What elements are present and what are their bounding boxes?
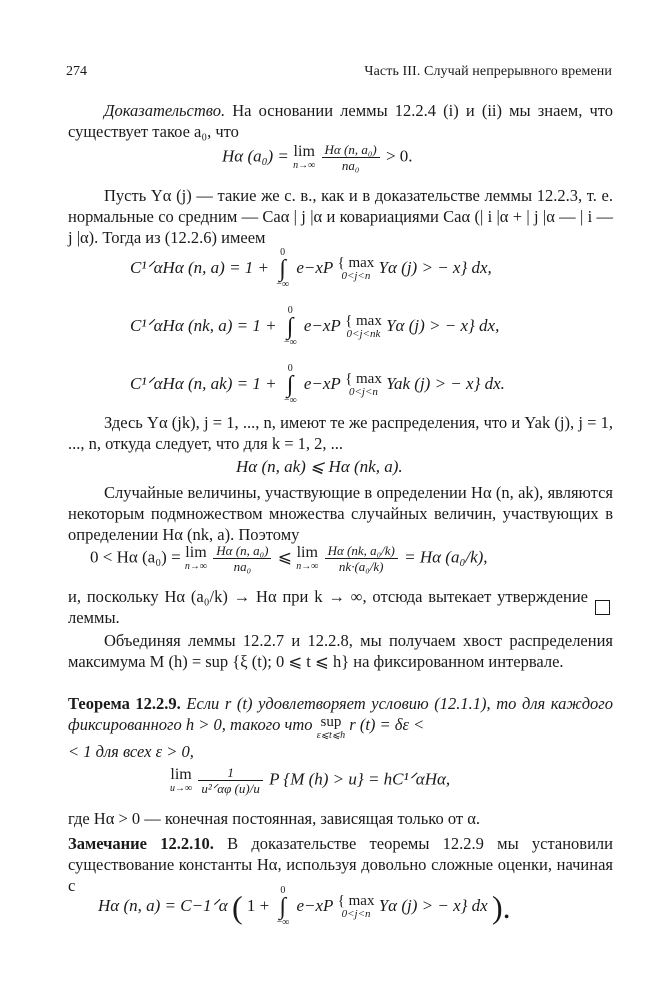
- eq3-num2: Hα (nk, a₀/k): [325, 543, 398, 559]
- sys2-integral: [284, 306, 297, 348]
- eq5-max-sub: 0<j<n: [341, 908, 371, 920]
- paragraph-combining: Объединяя леммы 12.2.7 и 12.2.8, мы получаем хвост распределения максимума M (h) = sup {ξ (t); 0 ⩽ t ⩽ h} на фиксированном интервале.: [68, 631, 613, 671]
- eq4-num: 1: [198, 765, 262, 781]
- system-line-2: [130, 306, 499, 348]
- eq5-tail: Yα (j) > − x} dx: [378, 895, 488, 915]
- eq5-int-sign: ∫: [279, 894, 287, 920]
- system-line-1: [130, 248, 492, 290]
- sys1-tail: Yα (j) > − x} dx,: [378, 257, 492, 277]
- sys3-body: e−xP: [303, 373, 341, 393]
- theorem-sup-sub: ε⩽t⩽h: [316, 730, 346, 741]
- eq4-rhs: P {M (h) > u} = hC¹ᐟαHα,: [269, 769, 451, 789]
- sys1-max-sub: 0<j<n: [341, 270, 371, 282]
- sys3-integral: [284, 364, 297, 406]
- eq3-den1: na₀: [233, 559, 252, 574]
- system-line-3: [130, 364, 505, 406]
- eq5-integral: [276, 886, 289, 928]
- sys2-int-upper: 0: [287, 305, 293, 316]
- equation-inequality: Hα (n, ak) ⩽ Hα (nk, a).: [236, 457, 403, 476]
- sys1-body: e−xP: [296, 257, 334, 277]
- eq5-one: 1 +: [246, 895, 270, 915]
- page-number: 274: [66, 64, 87, 79]
- running-title: Часть III. Случай непрерывного времени: [364, 64, 612, 79]
- sys2-body: e−xP: [303, 315, 341, 335]
- equation-tail-asymptotic: [170, 765, 450, 796]
- sys1-int-lower: −∞: [276, 279, 290, 290]
- theorem-sup: [317, 714, 345, 741]
- eq3-lim2-word: lim: [296, 544, 318, 561]
- sys3-max-sub: 0<j<n: [349, 386, 378, 398]
- proof-label: Доказательство.: [104, 101, 226, 120]
- sys1-max: [338, 256, 375, 282]
- eq5-body: e−xP: [296, 895, 334, 915]
- eq4-lim: [170, 767, 192, 794]
- eq3-lim2: [296, 545, 318, 572]
- theorem-sup-word: sup: [320, 714, 342, 730]
- eq3-lhs: 0 < Hα (a₀) =: [90, 547, 181, 567]
- sys3-int-upper: 0: [287, 363, 293, 374]
- sys1-int-upper: 0: [280, 247, 286, 258]
- proof-paragraph: [68, 100, 613, 142]
- eq1-lim-word: lim: [293, 143, 315, 160]
- eq1-lim: [293, 144, 315, 171]
- equation-chain: [90, 543, 488, 574]
- eq5-lhs: Hα (n, a) = C−1ᐟα: [98, 895, 228, 915]
- paragraph-constant: где Hα > 0 — конечная постоянная, зависящая только от α.: [68, 809, 480, 828]
- eq3-rhs: = Hα (a₀/k),: [404, 547, 488, 567]
- sys3-lhs: C¹ᐟαHα (n, ak) = 1 +: [130, 373, 277, 393]
- eq3-lim1-sub: n→∞: [184, 561, 208, 572]
- eq5-close: ).: [491, 889, 511, 925]
- sys3-int-lower: −∞: [283, 395, 297, 406]
- eq3-fraction-2: [325, 543, 398, 574]
- eq3-fraction-1: [213, 543, 271, 574]
- sys2-int-sign: ∫: [286, 314, 294, 340]
- eq1-num: Hα (n, a₀): [322, 142, 380, 158]
- eq5-int-upper: 0: [280, 885, 286, 896]
- eq1-lim-sub: n→∞: [293, 160, 316, 171]
- eq3-lim1: [185, 545, 207, 572]
- eq5-max: [338, 894, 375, 920]
- sys1-lhs: C¹ᐟαHα (n, a) = 1 +: [130, 257, 270, 277]
- theorem-label: Теорема 12.2.9.: [68, 694, 181, 713]
- eq5-int-lower: −∞: [276, 917, 290, 928]
- eq3-mid: ⩽: [277, 547, 292, 567]
- eq1-lhs: Hα (a₀) =: [222, 146, 289, 166]
- theorem-line-3: < 1 для всех ε > 0,: [68, 742, 194, 761]
- sys2-max: [345, 314, 382, 340]
- sys2-int-lower: −∞: [283, 337, 297, 348]
- sys2-max-sub: 0<j<nk: [346, 328, 381, 340]
- eq4-lim-sub: u→∞: [170, 783, 193, 794]
- sys3-int-sign: ∫: [286, 372, 294, 398]
- sys2-max-word: { max: [345, 313, 382, 329]
- remark-label: Замечание 12.2.10.: [68, 834, 214, 853]
- sys1-integral: [276, 248, 289, 290]
- eq3-num1: Hα (n, a₀): [213, 543, 271, 559]
- eq1-rhs: > 0.: [385, 146, 413, 166]
- eq5-open: (: [231, 889, 243, 925]
- paragraph-distributions: Здесь Yα (jk), j = 1, ..., n, имеют те же распределения, что и Yak (j), j = 1, ..., n, откуда следует, что для k = 1, 2, ...: [68, 413, 613, 453]
- eq1-fraction: [322, 142, 380, 173]
- eq4-lim-word: lim: [170, 766, 192, 783]
- sys1-max-word: { max: [337, 255, 375, 271]
- proof-text: На основании леммы 12.2.4 (i) и (ii) мы знаем, что существует такое a₀, что: [68, 101, 613, 141]
- sys3-tail: Yak (j) > − x} dx.: [386, 373, 505, 393]
- theorem-text-2: r (t) = δε <: [345, 715, 425, 734]
- eq3-den2: nk·(a₀/k): [338, 559, 384, 574]
- remark-text: В доказательстве теоремы 12.2.9 мы установили существование константы Hα, используя довольно сложные оценки, начиная с: [68, 834, 613, 895]
- sys3-max: [345, 372, 382, 398]
- equation-h-alpha: [98, 886, 511, 928]
- eq4-den: u²ᐟαφ (u)/u: [201, 781, 260, 796]
- eq1-den: na₀: [341, 158, 360, 173]
- sys3-max-word: { max: [345, 371, 382, 387]
- eq5-max-word: { max: [337, 893, 375, 909]
- paragraph-random-vars: Случайные величины, участвующие в определении Hα (n, ak), являются некоторым подмножеством множества случайных величин, участвующих в определении Hα (nk, a). Поэтому: [68, 483, 613, 544]
- equation-limit-a0: [222, 142, 413, 173]
- paragraph-yalpha: Пусть Yα (j) — такие же с. в., как и в доказательстве леммы 12.2.3, т. е. нормальные со средним — Caα | j |α и ковариациями Caα (| i |α + | j |α — | i — j |α). Тогда из (12.2.6) имеем: [68, 186, 613, 247]
- eq3-lim1-word: lim: [185, 544, 207, 561]
- theorem-text-1: Если r (t) удовлетворяет условию (12.1.1), то для каждого фиксированного h > 0, такого что: [68, 694, 613, 734]
- qed-icon: [595, 600, 610, 615]
- sys2-tail: Yα (j) > − x} dx,: [386, 315, 500, 335]
- sys2-lhs: C¹ᐟαHα (nk, a) = 1 +: [130, 315, 277, 335]
- paragraph-conclusion: и, поскольку Hα (a₀/k) → Hα при k → ∞, отсюда вытекает утверждение леммы.: [68, 587, 588, 627]
- eq4-fraction: [198, 765, 262, 796]
- eq3-lim2-sub: n→∞: [296, 561, 319, 572]
- sys1-int-sign: ∫: [279, 256, 286, 282]
- theorem-block: [68, 693, 613, 741]
